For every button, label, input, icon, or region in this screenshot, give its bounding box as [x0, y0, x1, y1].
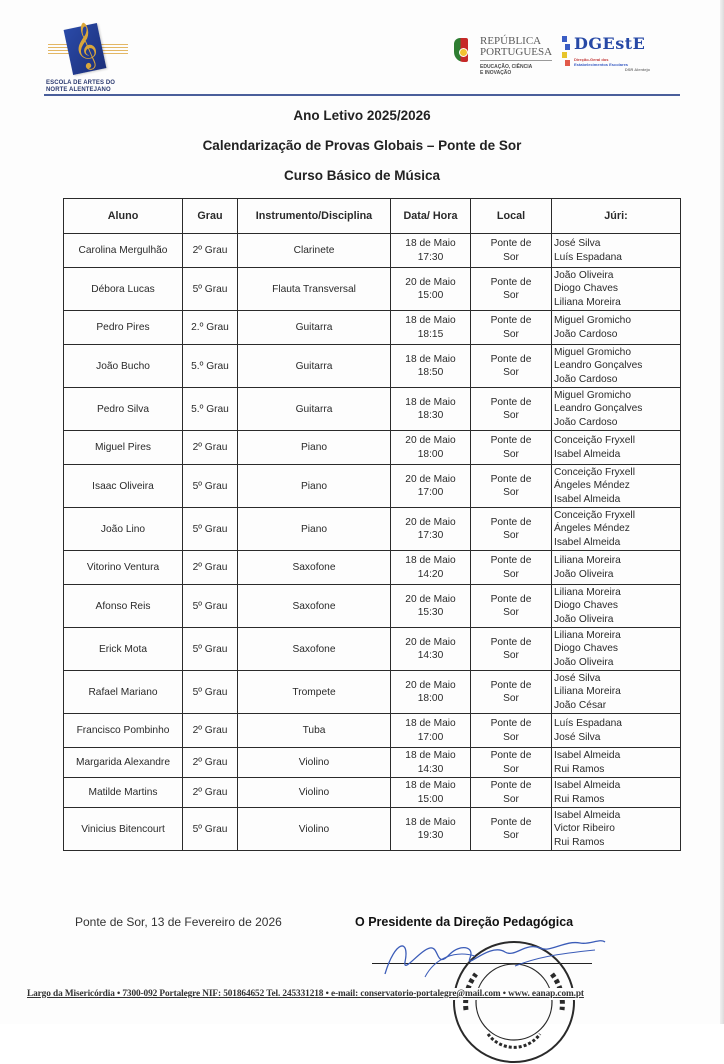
jury-member: Victor Ribeiro: [554, 823, 615, 835]
jury-member: Ángeles Méndez: [554, 480, 630, 492]
local-line: Ponte de: [490, 238, 532, 249]
exam-date: 20 de Maio: [405, 679, 456, 691]
cell-aluno: Margarida Alexandre: [64, 748, 183, 778]
dgeste-sub-line-2: Estabelecimentos Escolares: [574, 62, 629, 67]
cell-juri: [552, 268, 681, 311]
cell-juri: [552, 508, 681, 551]
jury-member: Miguel Gromicho: [554, 346, 631, 358]
cell-data-hora: [391, 508, 471, 551]
jury-member: Liliana Moreira: [554, 586, 621, 598]
cell-instrumento: Guitarra: [238, 311, 391, 345]
exam-time: 15:00: [417, 290, 444, 301]
exam-time: 14:20: [417, 568, 444, 580]
dgeste-sub-line-1: Direção-Geral dos: [574, 57, 609, 62]
cell-juri: [552, 388, 681, 431]
table-row: [64, 808, 681, 851]
portugal-flag-icon: [454, 38, 468, 62]
cell-grau: 2º Grau: [183, 714, 238, 748]
local-line: Ponte de: [490, 353, 532, 365]
table-row: [64, 628, 681, 671]
jury-member: João Cardoso: [554, 373, 618, 385]
cell-instrumento: Violino: [238, 778, 391, 808]
cell-juri: [552, 748, 681, 778]
ministry-line-2: E INOVAÇÃO: [480, 70, 512, 76]
cell-data-hora: [391, 714, 471, 748]
exam-date: 18 de Maio: [405, 555, 456, 566]
cell-aluno: Miguel Pires: [64, 431, 183, 465]
cell-local: [471, 508, 552, 551]
cell-local: [471, 431, 552, 465]
jury-member: Isabel Almeida: [554, 750, 621, 761]
cell-instrumento: Saxofone: [238, 551, 391, 585]
exam-date: 18 de Maio: [405, 396, 456, 408]
cell-data-hora: [391, 465, 471, 508]
cell-local: [471, 234, 552, 268]
local-line: Ponte de: [490, 396, 532, 408]
local-line: Ponte de: [490, 593, 532, 605]
cell-local: [471, 585, 552, 628]
jury-member: Diogo Chaves: [554, 283, 618, 295]
table-row: [64, 508, 681, 551]
jury-member: José Silva: [554, 672, 601, 684]
cell-data-hora: [391, 234, 471, 268]
local-line: Sor: [503, 650, 519, 661]
rp-divider: [480, 60, 552, 61]
school-logo-line-1: ESCOLA DE ARTES DO: [46, 80, 116, 86]
cell-grau: 2º Grau: [183, 551, 238, 585]
local-line: Sor: [503, 693, 519, 704]
cell-instrumento: Saxofone: [238, 585, 391, 628]
school-year-title: Ano Letivo 2025/2026: [293, 108, 431, 123]
cell-data-hora: [391, 748, 471, 778]
jury-member: Conceição Fryxell: [554, 435, 635, 446]
exam-date: 20 de Maio: [405, 473, 456, 485]
cell-juri: [552, 778, 681, 808]
cell-instrumento: Trompete: [238, 671, 391, 714]
institution-address: Largo da Misericórdia • 7300-092 Portalegre NIF: 501864652 Tel. 245331218 • e-mail: conservatorio-portalegre@mail.com • www. eanap.com.pt: [27, 989, 584, 999]
cell-grau: 5º Grau: [183, 808, 238, 851]
jury-member: Isabel Almeida: [554, 536, 621, 548]
local-line: Ponte de: [490, 780, 532, 791]
header-aluno: Aluno: [64, 199, 183, 234]
course-title: Curso Básico de Música: [283, 168, 441, 183]
cell-local: [471, 345, 552, 388]
exam-time: 18:00: [417, 693, 444, 704]
local-line: Ponte de: [490, 473, 532, 485]
exam-time: 18:50: [417, 367, 444, 378]
exam-time: 17:30: [417, 251, 444, 263]
jury-member: Isabel Almeida: [554, 780, 621, 791]
republica-portuguesa-logo: [452, 34, 556, 84]
cell-data-hora: [391, 551, 471, 585]
cell-instrumento: Violino: [238, 748, 391, 778]
exam-time: 18:00: [417, 448, 444, 460]
jury-member: João Cardoso: [554, 328, 618, 340]
jury-member: Isabel Almeida: [554, 448, 621, 460]
jury-member: Liliana Moreira: [554, 686, 621, 698]
local-line: Sor: [503, 763, 519, 775]
place-and-date: Ponte de Sor, 13 de Fevereiro de 2026: [75, 915, 282, 929]
table-row: [64, 551, 681, 585]
exam-time: 17:00: [417, 731, 444, 743]
cell-data-hora: [391, 431, 471, 465]
exam-schedule-table: [63, 198, 681, 851]
exam-time: 15:30: [417, 607, 444, 618]
table-row: [64, 234, 681, 268]
cell-grau: 2º Grau: [183, 431, 238, 465]
cell-data-hora: [391, 311, 471, 345]
local-line: Sor: [503, 251, 519, 263]
cell-aluno: Carolina Mergulhão: [64, 234, 183, 268]
local-line: Sor: [503, 530, 519, 541]
local-line: Sor: [503, 410, 519, 421]
cell-grau: 2º Grau: [183, 748, 238, 778]
local-line: Sor: [503, 568, 519, 580]
dgeste-subtitle: [574, 57, 650, 72]
local-line: Sor: [503, 731, 519, 743]
jury-member: João Oliveira: [554, 613, 614, 625]
cell-grau: 2º Grau: [183, 778, 238, 808]
exam-time: 18:30: [417, 410, 444, 421]
cell-aluno: Pedro Silva: [64, 388, 183, 431]
cell-data-hora: [391, 628, 471, 671]
local-line: Ponte de: [490, 718, 532, 729]
cell-instrumento: Tuba: [238, 714, 391, 748]
table-row: [64, 671, 681, 714]
jury-member: Ángeles Méndez: [554, 523, 630, 535]
exam-date: 18 de Maio: [405, 238, 456, 249]
header-instrumento: Instrumento/Disciplina: [238, 199, 391, 234]
exam-time: 15:00: [417, 793, 444, 805]
exam-date: 18 de Maio: [405, 816, 456, 828]
cell-aluno: Francisco Pombinho: [64, 714, 183, 748]
handwritten-signature: [365, 934, 615, 978]
rp-name-line-2: PORTUGUESA: [480, 46, 553, 58]
jury-member: João Cardoso: [554, 416, 618, 428]
exam-date: 18 de Maio: [405, 315, 456, 326]
cell-local: [471, 714, 552, 748]
exam-time: 19:30: [417, 830, 444, 841]
ministry-line-1: EDUCAÇÃO, CIÊNCIA: [480, 64, 533, 70]
exam-time: 18:15: [417, 328, 444, 340]
document-titles: [0, 106, 724, 196]
exam-time: 17:30: [417, 530, 444, 541]
cell-instrumento: Violino: [238, 808, 391, 851]
cell-data-hora: [391, 808, 471, 851]
local-line: Sor: [503, 607, 519, 618]
cell-local: [471, 311, 552, 345]
cell-local: [471, 388, 552, 431]
cell-aluno: Afonso Reis: [64, 585, 183, 628]
signatory-title: O Presidente da Direção Pedagógica: [355, 915, 574, 929]
main-title: Calendarização de Provas Globais – Ponte de Sor: [202, 138, 522, 153]
jury-member: Diogo Chaves: [554, 600, 618, 612]
jury-member: João Oliveira: [554, 568, 614, 580]
exam-date: 20 de Maio: [405, 435, 456, 446]
cell-local: [471, 268, 552, 311]
table-row: [64, 388, 681, 431]
table-header-row: [64, 199, 681, 234]
jury-member: José Silva: [554, 731, 601, 743]
cell-local: [471, 465, 552, 508]
cell-grau: 5.º Grau: [183, 388, 238, 431]
cell-local: [471, 748, 552, 778]
local-line: Sor: [503, 487, 519, 498]
cell-data-hora: [391, 345, 471, 388]
local-line: Ponte de: [490, 816, 532, 828]
exam-date: 18 de Maio: [405, 718, 456, 729]
table-row: [64, 465, 681, 508]
ministry-name: [480, 64, 532, 76]
local-line: Ponte de: [490, 435, 532, 446]
school-logo-text: [46, 80, 115, 94]
cell-instrumento: Clarinete: [238, 234, 391, 268]
cell-aluno: Vinicius Bitencourt: [64, 808, 183, 851]
header-divider: [44, 94, 680, 96]
jury-member: Miguel Gromicho: [554, 389, 631, 401]
jury-member: Liliana Moreira: [554, 555, 621, 566]
cell-grau: 2.º Grau: [183, 311, 238, 345]
cell-local: [471, 671, 552, 714]
cell-local: [471, 808, 552, 851]
cell-instrumento: Flauta Transversal: [238, 268, 391, 311]
cell-aluno: Rafael Mariano: [64, 671, 183, 714]
rp-name-line-1: REPÚBLICA: [480, 35, 542, 47]
school-logo-line-2: NORTE ALENTEJANO: [46, 87, 111, 93]
cell-instrumento: Guitarra: [238, 345, 391, 388]
exam-date: 20 de Maio: [405, 593, 456, 605]
exam-date: 20 de Maio: [405, 276, 456, 288]
cell-local: [471, 778, 552, 808]
table-row: [64, 714, 681, 748]
local-line: Sor: [503, 448, 519, 460]
jury-member: João Oliveira: [554, 656, 614, 668]
exam-date: 20 de Maio: [405, 516, 456, 528]
local-line: Sor: [503, 793, 519, 805]
local-line: Sor: [503, 328, 519, 340]
cell-instrumento: Guitarra: [238, 388, 391, 431]
table-row: [64, 431, 681, 465]
jury-member: João César: [554, 699, 607, 711]
cell-aluno: Vitorino Ventura: [64, 551, 183, 585]
cell-grau: 5º Grau: [183, 671, 238, 714]
cell-aluno: João Bucho: [64, 345, 183, 388]
republica-portuguesa-name: [480, 36, 552, 58]
cell-grau: 2º Grau: [183, 234, 238, 268]
local-line: Ponte de: [490, 636, 532, 648]
local-line: Ponte de: [490, 750, 532, 761]
jury-member: Rui Ramos: [554, 793, 605, 805]
cell-local: [471, 628, 552, 671]
header-juri: Júri:: [552, 199, 681, 234]
exam-date: 18 de Maio: [405, 353, 456, 365]
cell-data-hora: [391, 671, 471, 714]
jury-member: João Oliveira: [554, 269, 614, 281]
cell-juri: [552, 431, 681, 465]
jury-member: Liliana Moreira: [554, 296, 621, 308]
exam-time: 14:30: [417, 763, 444, 775]
cell-instrumento: Piano: [238, 465, 391, 508]
dgeste-name: DGEstE: [574, 34, 646, 53]
cell-juri: [552, 671, 681, 714]
exam-time: 17:00: [417, 487, 444, 498]
cell-juri: [552, 808, 681, 851]
local-line: Sor: [503, 290, 519, 301]
local-line: Sor: [503, 367, 519, 378]
cell-juri: [552, 465, 681, 508]
cell-juri: [552, 311, 681, 345]
jury-member: Leandro Gonçalves: [554, 403, 643, 415]
exam-date: 20 de Maio: [405, 636, 456, 648]
cell-data-hora: [391, 268, 471, 311]
jury-member: Isabel Almeida: [554, 809, 621, 821]
jury-member: Luís Espadana: [554, 251, 622, 263]
cell-grau: 5º Grau: [183, 585, 238, 628]
cell-instrumento: Piano: [238, 431, 391, 465]
dgeste-region: DSR Alentejo: [624, 67, 650, 72]
cell-aluno: Débora Lucas: [64, 268, 183, 311]
cell-aluno: Matilde Martins: [64, 778, 183, 808]
jury-member: Luís Espadana: [554, 718, 622, 729]
school-logo: [40, 18, 170, 94]
cell-juri: [552, 345, 681, 388]
exam-date: 18 de Maio: [405, 750, 456, 761]
cell-aluno: João Lino: [64, 508, 183, 551]
dgeste-logo: [562, 36, 692, 80]
cell-aluno: Isaac Oliveira: [64, 465, 183, 508]
jury-member: Diogo Chaves: [554, 643, 618, 655]
table-body: [64, 234, 681, 851]
exam-date: 18 de Maio: [405, 780, 456, 791]
cell-juri: [552, 585, 681, 628]
jury-member: Liliana Moreira: [554, 629, 621, 641]
cell-grau: 5º Grau: [183, 508, 238, 551]
cell-aluno: Pedro Pires: [64, 311, 183, 345]
table-row: [64, 345, 681, 388]
header-local: Local: [471, 199, 552, 234]
cell-juri: [552, 234, 681, 268]
jury-member: José Silva: [554, 238, 601, 249]
header-grau: Grau: [183, 199, 238, 234]
cell-data-hora: [391, 388, 471, 431]
dgeste-color-bars-icon: [562, 36, 572, 72]
jury-member: Miguel Gromicho: [554, 315, 631, 326]
cell-instrumento: Piano: [238, 508, 391, 551]
header-data-hora: Data/ Hora: [391, 199, 471, 234]
local-line: Ponte de: [490, 516, 532, 528]
cell-instrumento: Saxofone: [238, 628, 391, 671]
table-row: [64, 268, 681, 311]
cell-juri: [552, 628, 681, 671]
local-line: Ponte de: [490, 276, 532, 288]
cell-local: [471, 551, 552, 585]
table-row: [64, 311, 681, 345]
jury-member: Rui Ramos: [554, 763, 605, 775]
treble-clef-icon: 𝄞: [68, 21, 102, 71]
cell-data-hora: [391, 585, 471, 628]
local-line: Ponte de: [490, 679, 532, 691]
cell-grau: 5º Grau: [183, 628, 238, 671]
local-line: Sor: [503, 830, 519, 841]
jury-member: Isabel Almeida: [554, 493, 621, 505]
exam-time: 14:30: [417, 650, 444, 661]
cell-grau: 5º Grau: [183, 268, 238, 311]
jury-member: Conceição Fryxell: [554, 466, 635, 478]
jury-member: Rui Ramos: [554, 836, 605, 848]
table-row: [64, 748, 681, 778]
cell-aluno: Erick Mota: [64, 628, 183, 671]
local-line: Ponte de: [490, 315, 532, 326]
cell-grau: 5.º Grau: [183, 345, 238, 388]
jury-member: Leandro Gonçalves: [554, 360, 643, 372]
local-line: Ponte de: [490, 555, 532, 566]
cell-juri: [552, 551, 681, 585]
cell-grau: 5º Grau: [183, 465, 238, 508]
table-row: [64, 585, 681, 628]
table-row: [64, 778, 681, 808]
jury-member: Conceição Fryxell: [554, 509, 635, 521]
cell-juri: [552, 714, 681, 748]
cell-data-hora: [391, 778, 471, 808]
